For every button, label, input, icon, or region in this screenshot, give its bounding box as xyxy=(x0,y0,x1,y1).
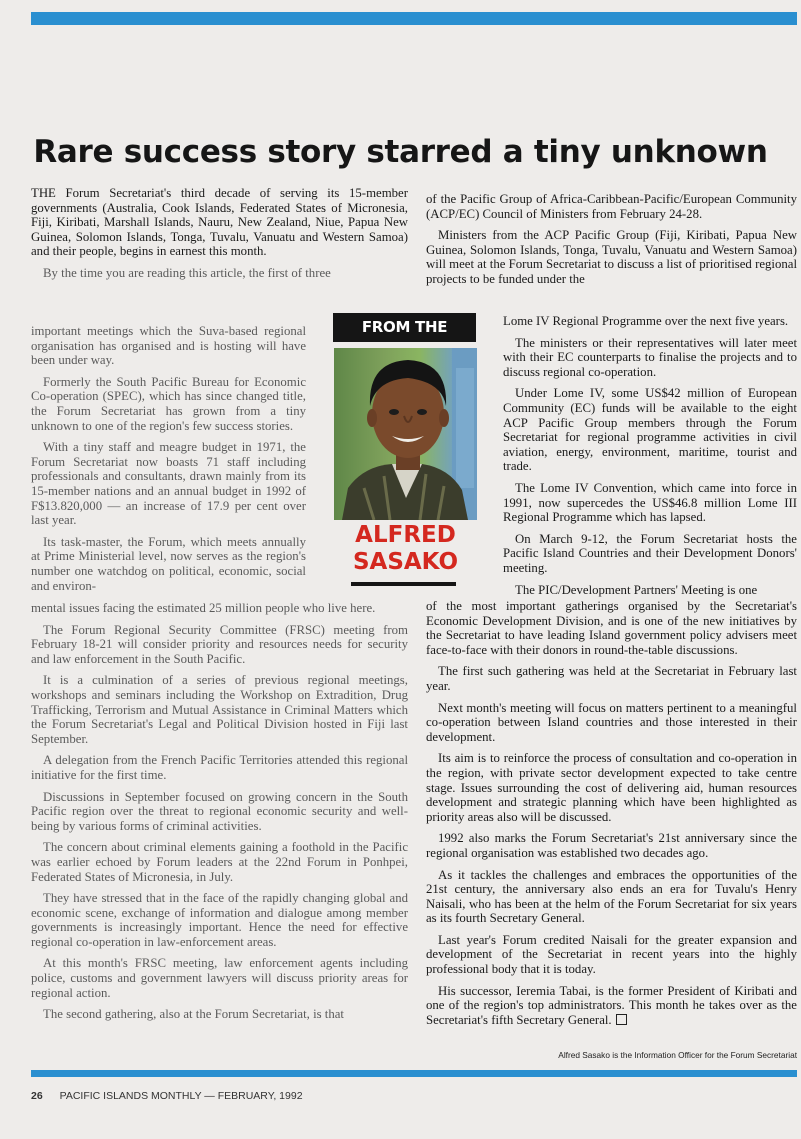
end-of-article-mark xyxy=(616,1014,627,1025)
page-number: 26 xyxy=(31,1090,43,1102)
paragraph: THE Forum Secretariat's third decade of serving its 15-member governments (Australia, Cook Islands, Federated States of Micronesia, Fiji, Kiribati, Marshall Islands, Nauru, New Zealand, Niue, Papua New Guinea, Solomon Islands, Tonga, Tuvalu, Vanuatu and Western Samoa) and their people, begins in earnest this month. xyxy=(31,186,408,259)
paragraph: Ministers from the ACP Pacific Group (Fiji, Kiribati, Papua New Guinea, Solomon Islands, Tonga, Tuvalu, Vanuatu and Western Samoa) will meet at the Forum Secretariat to discuss a list of prioritised regional projects to be funded under the xyxy=(426,228,797,286)
paragraph: The first such gathering was held at the Secretariat in February last year. xyxy=(426,664,797,693)
top-accent-bar xyxy=(31,12,797,25)
article-headline: Rare success story starred a tiny unknown xyxy=(33,134,768,170)
paragraph: The second gathering, also at the Forum Secretariat, is that xyxy=(43,1007,344,1022)
paragraph: A delegation from the French Pacific Territories attended this regional initiative for the first time. xyxy=(31,753,408,782)
byline-rule xyxy=(351,582,456,586)
paragraph: The PIC/Development Partners' Meeting is one xyxy=(515,582,758,597)
author-byline xyxy=(334,522,477,576)
paragraph: It is a culmination of a series of previous regional meetings, workshops and seminars including the Workshop on Extradition, Drug Trafficking, Terrorism and Mutual Assistance in Criminal Matters which the Forum Secretariat's Legal and Political Division hosted in Fiji last September. xyxy=(31,673,408,746)
left-column-top xyxy=(31,186,408,281)
paragraph: With a tiny staff and meagre budget in 1971, the Forum Secretariat now boasts 71 staff including professionals and consultants, drawn mainly from its 15-member nations and an annual budget in 1992 of F$13.820,000 — an increase of 17.9 per cent over last year. xyxy=(31,440,306,528)
paragraph: By the time you are reading this article, the first of three xyxy=(43,265,331,280)
left-column-narrow xyxy=(31,324,306,593)
paragraph: Its aim is to reinforce the process of consultation and co-operation in the region, with private sector development expected to take centre stage. Issues surrounding the cost of delivering aid, human resources development and strategic planning which have been highlighted as priority areas also will be discussed. xyxy=(426,751,797,824)
paragraph: The concern about criminal elements gaining a foothold in the Pacific was earlier echoed by Forum leaders at the 22nd Forum in Ponhpei, Federated States of Micronesia, in July. xyxy=(31,840,408,884)
paragraph: Lome IV Regional Programme over the next five years. xyxy=(503,314,789,328)
paragraph: Formerly the South Pacific Bureau for Economic Co-operation (SPEC), which has since changed title, the Forum Secretariat has grown from a tiny unknown to one of the region's few success stories. xyxy=(31,374,306,433)
paragraph: Last year's Forum credited Naisali for the greater expansion and development of the Secretariat in recent years into the highly professional body that it is today. xyxy=(426,932,797,977)
from-the-forum-label: FROM THE xyxy=(333,313,476,342)
paragraph: Discussions in September focused on growing concern in the South Pacific region over the threat to regional economic security and well-being by various forms of criminal activities. xyxy=(31,789,408,833)
bottom-accent-bar xyxy=(31,1070,797,1077)
final-paragraph xyxy=(426,984,797,1028)
paragraph: The Lome IV Convention, which came into force in 1991, now supercedes the US$46.8 million Lome III Regional Programme which has lapsed. xyxy=(503,480,797,525)
paragraph: of the most important gatherings organised by the Secretariat's Economic Development Division, and is one of the new initiatives by the Secretariat to have leading Island government policy advisers meet face-to-face with their donors in round-the-table discussions. xyxy=(426,599,797,657)
paragraph: mental issues facing the estimated 25 million people who live here. xyxy=(31,601,376,615)
author-first-name: ALFRED xyxy=(355,522,456,548)
paragraph: Under Lome IV, some US$42 million of European Community (EC) funds will be available to the eight ACP Pacific Group members through the Forum Secretariat for regional programme activities in civil aviation, energy, environment, maritime, tourist and trade. xyxy=(503,386,797,474)
paragraph: 1992 also marks the Forum Secretariat's 21st anniversary since the regional organisation was established two decades ago. xyxy=(426,831,797,860)
right-column-narrow xyxy=(503,314,797,597)
page-footer xyxy=(31,1090,303,1102)
author-portrait-image xyxy=(334,348,477,520)
author-last-name: SASAKO xyxy=(352,549,459,575)
paragraph: The Forum Regional Security Committee (FRSC) meeting from February 18-21 will consider priority and resources needs for security and law enforcement in the South Pacific. xyxy=(31,622,408,666)
paragraph: They have stressed that in the face of the rapidly changing global and economic scene, exchange of information and dialogue among member governments is increasingly important. Hence the need for effective regional co-operation in law-enforcement areas. xyxy=(31,891,408,949)
paragraph: As it tackles the challenges and embraces the opportunities of the 21st century, the anniversary also ends an era for Tuvalu's Henry Naisali, who has been at the helm of the Forum Secretariat for six years as its fourth Secretary General. xyxy=(426,867,797,926)
paragraph: On March 9-12, the Forum Secretariat hosts the Pacific Island Countries and their Development Donors' meeting. xyxy=(503,531,797,575)
paragraph: Next month's meeting will focus on matters pertinent to a meaningful co-operation between Island countries and those interested in their development. xyxy=(426,700,797,744)
left-column-bottom xyxy=(31,601,408,1022)
right-column-top xyxy=(426,192,797,287)
paragraph: At this month's FRSC meeting, law enforcement agents including police, customs and government lawyers will discuss priority areas for regional action. xyxy=(31,956,408,1000)
author-credit-line: Alfred Sasako is the Information Officer for the Forum Secretariat xyxy=(558,1050,797,1060)
publication-line: PACIFIC ISLANDS MONTHLY — FEBRUARY, 1992 xyxy=(59,1090,303,1102)
author-photo xyxy=(334,348,477,520)
paragraph: The ministers or their representatives will later meet with their EC counterparts to finalise the projects and to discuss regional co-operation. xyxy=(503,335,797,379)
paragraph-text: His successor, Ieremia Tabai, is the former President of Kiribati and one of the region's top administrators. This month he takes over as the Secretariat's fifth Secretary General. xyxy=(426,983,797,1027)
paragraph: Its task-master, the Forum, which meets annually at Prime Ministerial level, now serves as the region's number one watchdog on political, economic, social and environ- xyxy=(31,534,306,593)
paragraph: important meetings which the Suva-based regional organisation has organised and is hosting will have been under way. xyxy=(31,324,306,368)
right-column-bottom xyxy=(426,599,797,1027)
paragraph: of the Pacific Group of Africa-Caribbean-Pacific/European Community (ACP/EC) Council of Ministers from February 24-28. xyxy=(426,192,797,221)
